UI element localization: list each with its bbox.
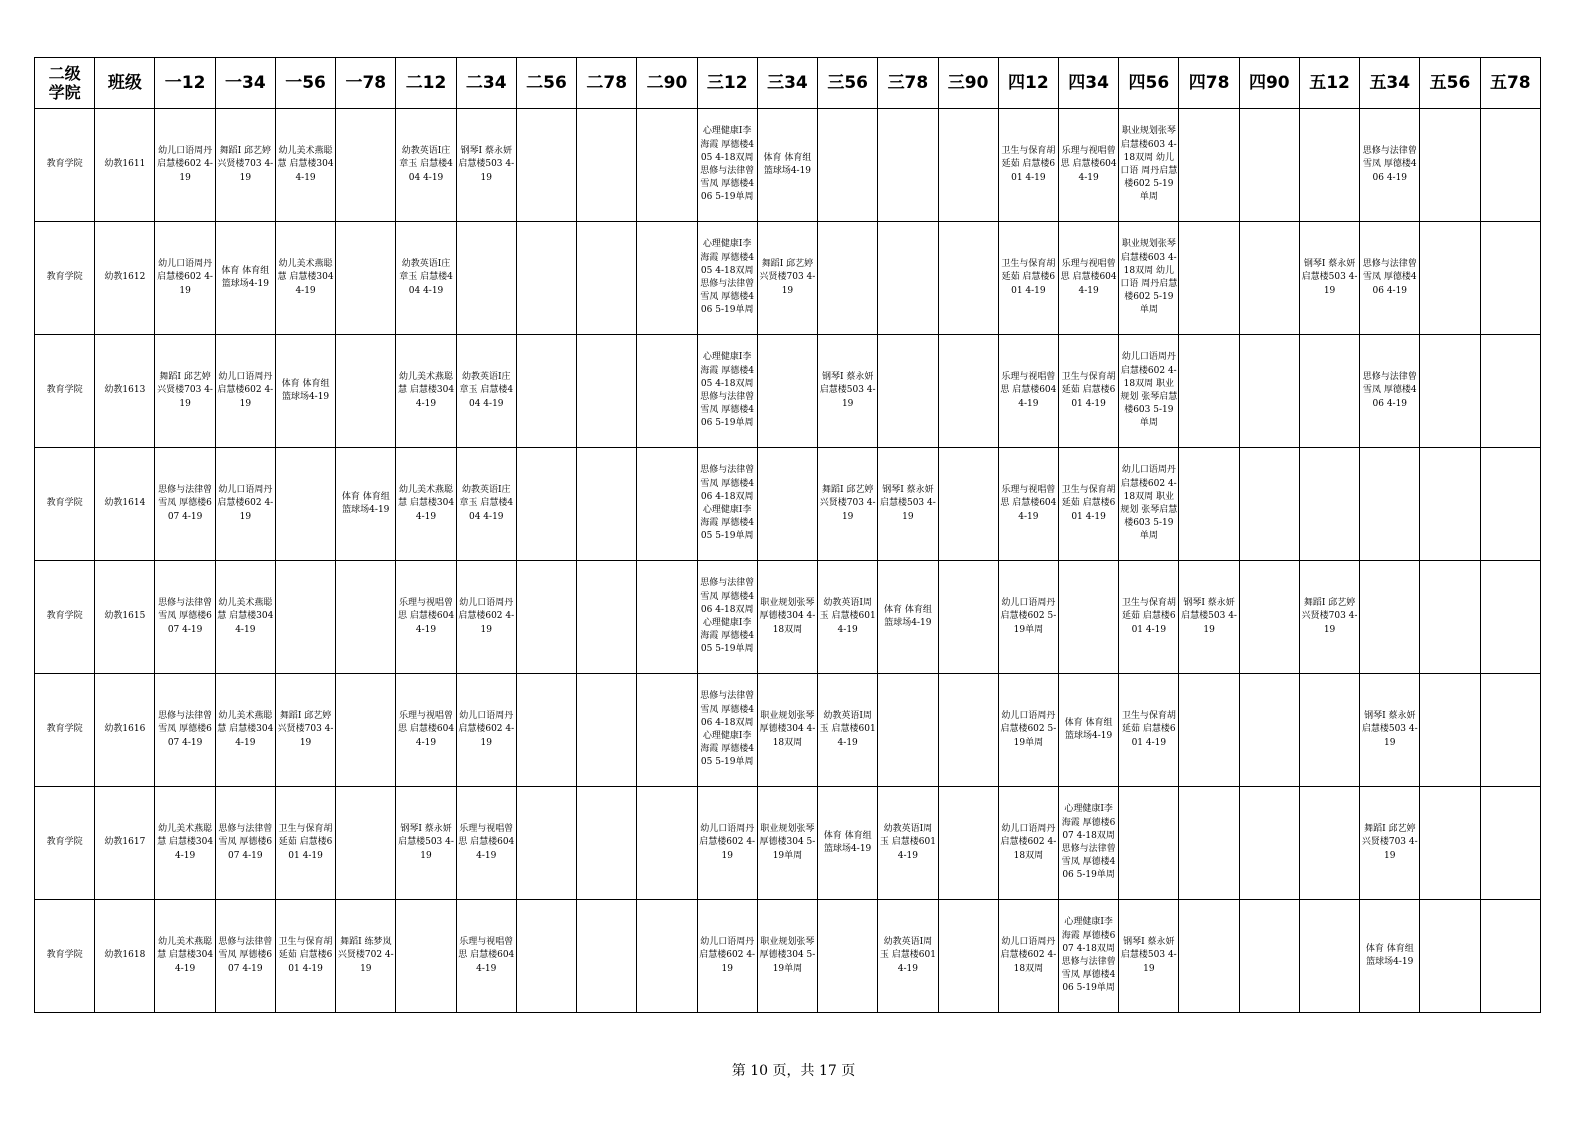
cell-course: 幼儿美术燕聪慧 启慧楼304 4-19 (215, 561, 275, 674)
cell-course (1179, 109, 1239, 222)
cell-class: 幼教1614 (95, 448, 155, 561)
cell-course: 钢琴I 蔡永妍 启慧楼503 4-19 (818, 335, 878, 448)
cell-course (1299, 109, 1359, 222)
cell-course (938, 900, 998, 1013)
cell-course: 舞蹈I 邱艺婷 兴贤楼703 4-19 (1360, 787, 1420, 900)
cell-course: 体育 体育组 篮球场4-19 (275, 335, 335, 448)
cell-course: 乐理与视唱曾思 启慧楼604 4-19 (396, 561, 456, 674)
cell-course: 职业规划张琴 厚德楼304 5-19单周 (757, 787, 817, 900)
cell-course (1239, 900, 1299, 1013)
cell-course (637, 222, 697, 335)
header-slot: 一56 (275, 58, 335, 109)
cell-course (637, 674, 697, 787)
table-row (35, 222, 1541, 335)
cell-course (818, 900, 878, 1013)
cell-course (818, 109, 878, 222)
cell-course (456, 222, 516, 335)
cell-course (1480, 109, 1540, 222)
cell-course: 舞蹈I 邱艺婷 兴贤楼703 4-19 (155, 335, 215, 448)
cell-course (938, 674, 998, 787)
cell-course: 幼儿美术燕聪慧 启慧楼304 4-19 (155, 900, 215, 1013)
header-slot: 二12 (396, 58, 456, 109)
cell-course: 职业规划张琴 厚德楼304 4-18双周 (757, 674, 817, 787)
cell-course (577, 787, 637, 900)
cell-course: 幼教英语I周玉 启慧楼601 4-19 (818, 561, 878, 674)
header-slot: 五34 (1360, 58, 1420, 109)
cell-course: 卫生与保育胡延茹 启慧楼601 4-19 (1058, 448, 1118, 561)
cell-course (275, 561, 335, 674)
cell-course: 思修与法律曾雪凤 厚德楼406 4-19 (1360, 222, 1420, 335)
cell-course: 钢琴I 蔡永妍 启慧楼503 4-19 (1360, 674, 1420, 787)
cell-course: 思修与法律曾雪凤 厚德楼406 4-19 (1360, 335, 1420, 448)
cell-course (577, 448, 637, 561)
cell-class: 幼教1611 (95, 109, 155, 222)
cell-course: 心理健康I李海霞 厚德楼607 4-18双周 思修与法律曾雪凤 厚德楼406 5-19单周 (1058, 900, 1118, 1013)
cell-course (1420, 674, 1480, 787)
header-slot: 三12 (697, 58, 757, 109)
cell-course: 幼儿美术燕聪慧 启慧楼304 4-19 (155, 787, 215, 900)
header-slot: 四34 (1058, 58, 1118, 109)
cell-course (637, 448, 697, 561)
cell-course: 卫生与保育胡延茹 启慧楼601 4-19 (1119, 674, 1179, 787)
cell-course (1239, 561, 1299, 674)
cell-course: 幼儿口语周丹 启慧楼602 4-19 (155, 222, 215, 335)
cell-course (757, 448, 817, 561)
cell-class: 幼教1616 (95, 674, 155, 787)
cell-course: 幼儿美术燕聪慧 启慧楼304 4-19 (396, 448, 456, 561)
cell-course: 幼教英语I庄章玉 启慧楼404 4-19 (456, 335, 516, 448)
cell-class: 幼教1618 (95, 900, 155, 1013)
cell-course (938, 561, 998, 674)
cell-course: 乐理与视唱曾思 启慧楼604 4-19 (1058, 222, 1118, 335)
cell-course (577, 900, 637, 1013)
cell-course (1299, 335, 1359, 448)
cell-course (516, 561, 576, 674)
cell-course (637, 335, 697, 448)
cell-course (1480, 561, 1540, 674)
cell-course (516, 674, 576, 787)
cell-course (336, 109, 396, 222)
cell-course (1119, 787, 1179, 900)
cell-college: 教育学院 (35, 109, 95, 222)
header-slot: 一12 (155, 58, 215, 109)
cell-course: 幼教英语I庄章玉 启慧楼404 4-19 (396, 109, 456, 222)
header-row (35, 58, 1541, 109)
cell-course: 乐理与视唱曾思 启慧楼604 4-19 (1058, 109, 1118, 222)
header-slot: 五56 (1420, 58, 1480, 109)
cell-course: 幼儿口语周丹 启慧楼602 4-19 (456, 674, 516, 787)
header-slot: 三90 (938, 58, 998, 109)
table-row (35, 335, 1541, 448)
cell-course (637, 787, 697, 900)
cell-course: 幼儿口语周丹 启慧楼602 4-19 (215, 335, 275, 448)
cell-course: 职业规划张琴 启慧楼603 4-18双周 幼儿口语 周丹启慧楼602 5-19单周 (1119, 222, 1179, 335)
cell-course: 幼儿口语周丹 启慧楼602 4-18双周 (998, 787, 1058, 900)
cell-course: 钢琴I 蔡永妍 启慧楼503 4-19 (1119, 900, 1179, 1013)
cell-course (938, 109, 998, 222)
table-row (35, 109, 1541, 222)
header-slot: 四56 (1119, 58, 1179, 109)
cell-course: 卫生与保育胡延茹 启慧楼601 4-19 (998, 222, 1058, 335)
cell-course: 思修与法律曾雪凤 厚德楼607 4-19 (215, 900, 275, 1013)
header-slot: 五12 (1299, 58, 1359, 109)
cell-course (878, 222, 938, 335)
cell-course (1239, 674, 1299, 787)
cell-class: 幼教1617 (95, 787, 155, 900)
cell-course (1179, 900, 1239, 1013)
header-slot: 二90 (637, 58, 697, 109)
cell-course: 心理健康I李海霞 厚德楼405 4-18双周 思修与法律曾雪凤 厚德楼406 5-19单周 (697, 109, 757, 222)
header-slot: 三56 (818, 58, 878, 109)
cell-course: 舞蹈I 邱艺婷 兴贤楼703 4-19 (1299, 561, 1359, 674)
cell-course (577, 561, 637, 674)
header-slot: 三34 (757, 58, 817, 109)
table-row (35, 900, 1541, 1013)
cell-course (516, 448, 576, 561)
cell-course: 体育 体育组 篮球场4-19 (1360, 900, 1420, 1013)
cell-course (577, 222, 637, 335)
cell-course (336, 222, 396, 335)
cell-course: 乐理与视唱曾思 启慧楼604 4-19 (998, 448, 1058, 561)
header-slot: 三78 (878, 58, 938, 109)
timetable (34, 57, 1541, 1013)
cell-course: 职业规划张琴 厚德楼304 4-18双周 (757, 561, 817, 674)
cell-course (1299, 787, 1359, 900)
cell-course: 体育 体育组 篮球场4-19 (215, 222, 275, 335)
cell-course (1420, 109, 1480, 222)
cell-course: 钢琴I 蔡永妍 启慧楼503 4-19 (1299, 222, 1359, 335)
header-slot: 四90 (1239, 58, 1299, 109)
cell-course: 幼儿美术燕聪慧 启慧楼304 4-19 (275, 109, 335, 222)
cell-course (516, 900, 576, 1013)
cell-course (1179, 674, 1239, 787)
cell-course (516, 787, 576, 900)
header-slot: 五78 (1480, 58, 1540, 109)
cell-course (577, 674, 637, 787)
cell-course (1239, 448, 1299, 561)
cell-course: 职业规划张琴 启慧楼603 4-18双周 幼儿口语 周丹启慧楼602 5-19单周 (1119, 109, 1179, 222)
cell-course: 幼教英语I周玉 启慧楼601 4-19 (878, 787, 938, 900)
cell-course (275, 448, 335, 561)
cell-course: 思修与法律曾雪凤 厚德楼406 4-19 (1360, 109, 1420, 222)
cell-course (878, 674, 938, 787)
cell-course (336, 561, 396, 674)
cell-course: 幼儿口语周丹 启慧楼602 4-18双周 (998, 900, 1058, 1013)
cell-course (396, 900, 456, 1013)
header-slot: 一34 (215, 58, 275, 109)
cell-course: 舞蹈I 邱艺婷 兴贤楼703 4-19 (818, 448, 878, 561)
cell-course: 卫生与保育胡延茹 启慧楼601 4-19 (275, 787, 335, 900)
cell-course: 钢琴I 蔡永妍 启慧楼503 4-19 (878, 448, 938, 561)
cell-class: 幼教1612 (95, 222, 155, 335)
cell-college: 教育学院 (35, 561, 95, 674)
cell-course: 心理健康I李海霞 厚德楼607 4-18双周 思修与法律曾雪凤 厚德楼406 5-19单周 (1058, 787, 1118, 900)
cell-course (1179, 787, 1239, 900)
cell-course: 思修与法律曾雪凤 厚德楼406 4-18双周 心理健康I李海霞 厚德楼405 5-19单周 (697, 561, 757, 674)
cell-course (516, 335, 576, 448)
cell-course (1239, 222, 1299, 335)
cell-class: 幼教1615 (95, 561, 155, 674)
cell-course (1058, 561, 1118, 674)
cell-course: 思修与法律曾雪凤 厚德楼406 4-18双周 心理健康I李海霞 厚德楼405 5-19单周 (697, 448, 757, 561)
cell-course (1480, 222, 1540, 335)
cell-course (1480, 900, 1540, 1013)
cell-course: 体育 体育组 篮球场4-19 (878, 561, 938, 674)
cell-course: 幼教英语I庄章玉 启慧楼404 4-19 (396, 222, 456, 335)
cell-course (1239, 109, 1299, 222)
cell-course (1480, 335, 1540, 448)
cell-course: 钢琴I 蔡永妍 启慧楼503 4-19 (396, 787, 456, 900)
page-footer: 第 10 页，共 17 页 (731, 1063, 856, 1079)
cell-college: 教育学院 (35, 787, 95, 900)
cell-course (818, 222, 878, 335)
cell-course: 思修与法律曾雪凤 厚德楼607 4-19 (155, 561, 215, 674)
cell-course: 舞蹈I 练梦岚 兴贤楼702 4-19 (336, 900, 396, 1013)
cell-course: 体育 体育组 篮球场4-19 (1058, 674, 1118, 787)
cell-course: 体育 体育组 篮球场4-19 (336, 448, 396, 561)
cell-class: 幼教1613 (95, 335, 155, 448)
cell-course: 卫生与保育胡延茹 启慧楼601 4-19 (1058, 335, 1118, 448)
cell-course: 心理健康I李海霞 厚德楼405 4-18双周 思修与法律曾雪凤 厚德楼406 5-19单周 (697, 222, 757, 335)
cell-course (1420, 222, 1480, 335)
cell-course: 心理健康I李海霞 厚德楼405 4-18双周 思修与法律曾雪凤 厚德楼406 5-19单周 (697, 335, 757, 448)
table-row (35, 561, 1541, 674)
cell-course: 卫生与保育胡延茹 启慧楼601 4-19 (1119, 561, 1179, 674)
cell-course (1420, 561, 1480, 674)
cell-course: 舞蹈I 邱艺婷 兴贤楼703 4-19 (215, 109, 275, 222)
cell-course: 思修与法律曾雪凤 厚德楼607 4-19 (155, 448, 215, 561)
cell-course: 幼教英语I周玉 启慧楼601 4-19 (878, 900, 938, 1013)
cell-course: 思修与法律曾雪凤 厚德楼607 4-19 (215, 787, 275, 900)
cell-course: 卫生与保育胡延茹 启慧楼601 4-19 (998, 109, 1058, 222)
cell-course (757, 335, 817, 448)
cell-course (1179, 448, 1239, 561)
cell-course (938, 448, 998, 561)
cell-course: 体育 体育组 篮球场4-19 (757, 109, 817, 222)
cell-course: 职业规划张琴 厚德楼304 5-19单周 (757, 900, 817, 1013)
cell-course: 幼儿口语周丹 启慧楼602 4-18双周 职业规划 张琴启慧楼603 5-19单周 (1119, 335, 1179, 448)
cell-course (1420, 335, 1480, 448)
cell-course (1480, 448, 1540, 561)
cell-course: 幼儿口语周丹 启慧楼602 4-19 (215, 448, 275, 561)
cell-course (1420, 900, 1480, 1013)
cell-course (336, 674, 396, 787)
cell-course (1360, 561, 1420, 674)
cell-course (577, 335, 637, 448)
cell-course: 幼儿口语周丹 启慧楼602 4-19 (155, 109, 215, 222)
cell-course: 幼儿口语周丹 启慧楼602 5-19单周 (998, 674, 1058, 787)
header-slot: 二78 (577, 58, 637, 109)
cell-course (1480, 674, 1540, 787)
cell-course (938, 335, 998, 448)
cell-course (878, 335, 938, 448)
cell-course (637, 900, 697, 1013)
cell-course (1480, 787, 1540, 900)
cell-course (1179, 335, 1239, 448)
cell-course (516, 222, 576, 335)
cell-course (1420, 787, 1480, 900)
cell-course: 钢琴I 蔡永妍 启慧楼503 4-19 (456, 109, 516, 222)
cell-college: 教育学院 (35, 900, 95, 1013)
cell-course: 卫生与保育胡延茹 启慧楼601 4-19 (275, 900, 335, 1013)
cell-course (1239, 787, 1299, 900)
cell-course: 体育 体育组 篮球场4-19 (818, 787, 878, 900)
cell-course (1299, 448, 1359, 561)
cell-course: 幼儿口语周丹 启慧楼602 4-18双周 职业规划 张琴启慧楼603 5-19单周 (1119, 448, 1179, 561)
cell-course (336, 787, 396, 900)
cell-course: 乐理与视唱曾思 启慧楼604 4-19 (456, 900, 516, 1013)
cell-course: 思修与法律曾雪凤 厚德楼607 4-19 (155, 674, 215, 787)
cell-college: 教育学院 (35, 448, 95, 561)
cell-course (938, 222, 998, 335)
header-slot: 二56 (516, 58, 576, 109)
cell-college: 教育学院 (35, 335, 95, 448)
cell-course: 幼儿口语周丹 启慧楼602 4-19 (697, 787, 757, 900)
cell-course: 乐理与视唱曾思 启慧楼604 4-19 (998, 335, 1058, 448)
cell-course (637, 109, 697, 222)
cell-course: 钢琴I 蔡永妍 启慧楼503 4-19 (1179, 561, 1239, 674)
cell-course (1179, 222, 1239, 335)
cell-course (1420, 448, 1480, 561)
cell-course (516, 109, 576, 222)
cell-course (336, 335, 396, 448)
cell-course: 幼教英语I庄章玉 启慧楼404 4-19 (456, 448, 516, 561)
cell-course (1239, 335, 1299, 448)
cell-course (1299, 674, 1359, 787)
header-class: 班级 (95, 58, 155, 109)
cell-course (938, 787, 998, 900)
cell-course: 思修与法律曾雪凤 厚德楼406 4-18双周 心理健康I李海霞 厚德楼405 5-19单周 (697, 674, 757, 787)
table-row (35, 787, 1541, 900)
cell-course: 幼教英语I周玉 启慧楼601 4-19 (818, 674, 878, 787)
cell-course: 乐理与视唱曾思 启慧楼604 4-19 (456, 787, 516, 900)
cell-college: 教育学院 (35, 222, 95, 335)
table-row (35, 674, 1541, 787)
cell-course: 幼儿美术燕聪慧 启慧楼304 4-19 (215, 674, 275, 787)
cell-course (637, 561, 697, 674)
cell-college: 教育学院 (35, 674, 95, 787)
cell-course: 舞蹈I 邱艺婷 兴贤楼703 4-19 (757, 222, 817, 335)
cell-course: 幼儿美术燕聪慧 启慧楼304 4-19 (396, 335, 456, 448)
header-slot: 二34 (456, 58, 516, 109)
cell-course: 幼儿口语周丹 启慧楼602 4-19 (456, 561, 516, 674)
cell-course (1360, 448, 1420, 561)
cell-course: 幼儿口语周丹 启慧楼602 5-19单周 (998, 561, 1058, 674)
cell-course (577, 109, 637, 222)
cell-course: 舞蹈I 邱艺婷 兴贤楼703 4-19 (275, 674, 335, 787)
header-college: 二级学院 (35, 58, 95, 109)
cell-course (1299, 900, 1359, 1013)
header-slot: 四78 (1179, 58, 1239, 109)
cell-course (878, 109, 938, 222)
header-slot: 四12 (998, 58, 1058, 109)
cell-course: 幼儿口语周丹 启慧楼602 4-19 (697, 900, 757, 1013)
cell-course: 幼儿美术燕聪慧 启慧楼304 4-19 (275, 222, 335, 335)
table-row (35, 448, 1541, 561)
header-slot: 一78 (336, 58, 396, 109)
cell-course: 乐理与视唱曾思 启慧楼604 4-19 (396, 674, 456, 787)
